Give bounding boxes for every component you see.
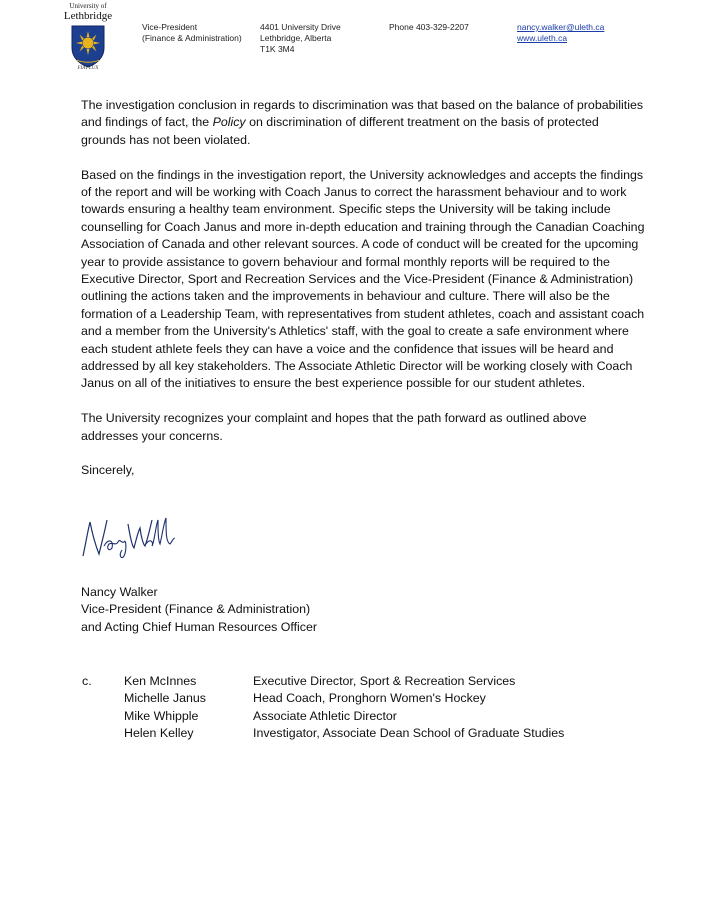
closing-salutation: Sincerely, (81, 463, 135, 478)
letterhead-address (260, 22, 341, 55)
cc-name: Michelle Janus (124, 691, 206, 706)
role-line-2: (Finance & Administration) (142, 33, 242, 43)
role-line-1: Vice-President (142, 22, 198, 32)
cc-marker: c. (82, 674, 92, 688)
cc-name: Helen Kelley (124, 726, 194, 741)
signer-block (81, 584, 317, 636)
address-line-2: Lethbridge, Alberta (260, 33, 332, 43)
cc-title: Investigator, Associate Dean School of Graduate Studies (253, 726, 565, 741)
crest-icon (68, 24, 108, 68)
cc-title: Executive Director, Sport & Recreation Services (253, 674, 516, 688)
p1-text-start: The investigation conclusion in regards to discrimination was that based on the balance of probabilities and findings of fact, the (81, 98, 644, 130)
letterhead-phone: Phone 403-329-2207 (389, 22, 469, 32)
letterhead-role (142, 22, 242, 44)
cc-name: Ken McInnes (124, 674, 197, 688)
cc-title: Associate Athletic Director (253, 708, 397, 723)
logo-university-name: Lethbridge (63, 10, 113, 22)
cc-title: Head Coach, Pronghorn Women's Hockey (253, 691, 486, 706)
address-line-3: T1K 3M4 (260, 44, 295, 54)
handwritten-signature (78, 514, 178, 564)
cc-titles (253, 673, 564, 743)
signer-title-line-2: and Acting Chief Human Resources Officer (81, 619, 317, 634)
university-logo (56, 2, 120, 74)
paragraph-conclusion (81, 97, 646, 149)
p1-text-end: on discrimination of different treatment on the basis of protected grounds has not been violated. (81, 115, 599, 147)
crest-motto: FIAT LUX (77, 66, 99, 71)
letter-body (81, 97, 646, 497)
address-line-1: 4401 University Drive (260, 22, 341, 32)
policy-emphasis: Policy (212, 115, 246, 130)
paragraph-closing-remark: The University recognizes your complaint and hopes that the path forward as outlined above addresses your concerns. (81, 411, 587, 443)
paragraph-actions: Based on the findings in the investigation report, the University acknowledges and accepts the findings of the report and will be working with Coach Janus to correct the harassment behaviour and to work towards ensuring a healthy team environment. Specific steps the University will be taking include counselling for Coach Janus and more in-depth education and training through the Canadian Coaching Association of Canada and other relevant sources. A code of conduct will be created for the upcoming year to provide assistance to govern behaviour and formal monthly reports will be required to the Executive Director, Sport and Recreation Services and the Vice-President (Finance & Administration) outlining the actions taken and the improvements in behaviour and culture. There will also be the formation of a Leadership Team, with representatives from student athletes, coach and assistant coach and a member from the University's Athletics' staff, with the goal to create a safe environment where each student athlete feels they can have a voice and the confidence that issues will be heard and addressed by all key stakeholders. The Associate Athletic Director will be working closely with Coach Janus on all of the initiatives to ensure the best experience possible for our student athletes. (81, 167, 645, 391)
letterhead-contact (517, 22, 604, 44)
signer-title-line-1: Vice-President (Finance & Administration) (81, 602, 311, 617)
website-link[interactable]: www.uleth.ca (517, 33, 568, 43)
signer-name: Nancy Walker (81, 585, 158, 599)
cc-name: Mike Whipple (124, 708, 199, 723)
email-link[interactable]: nancy.walker@uleth.ca (517, 22, 605, 32)
cc-names (124, 673, 206, 743)
logo-university-of: University of (69, 2, 107, 10)
